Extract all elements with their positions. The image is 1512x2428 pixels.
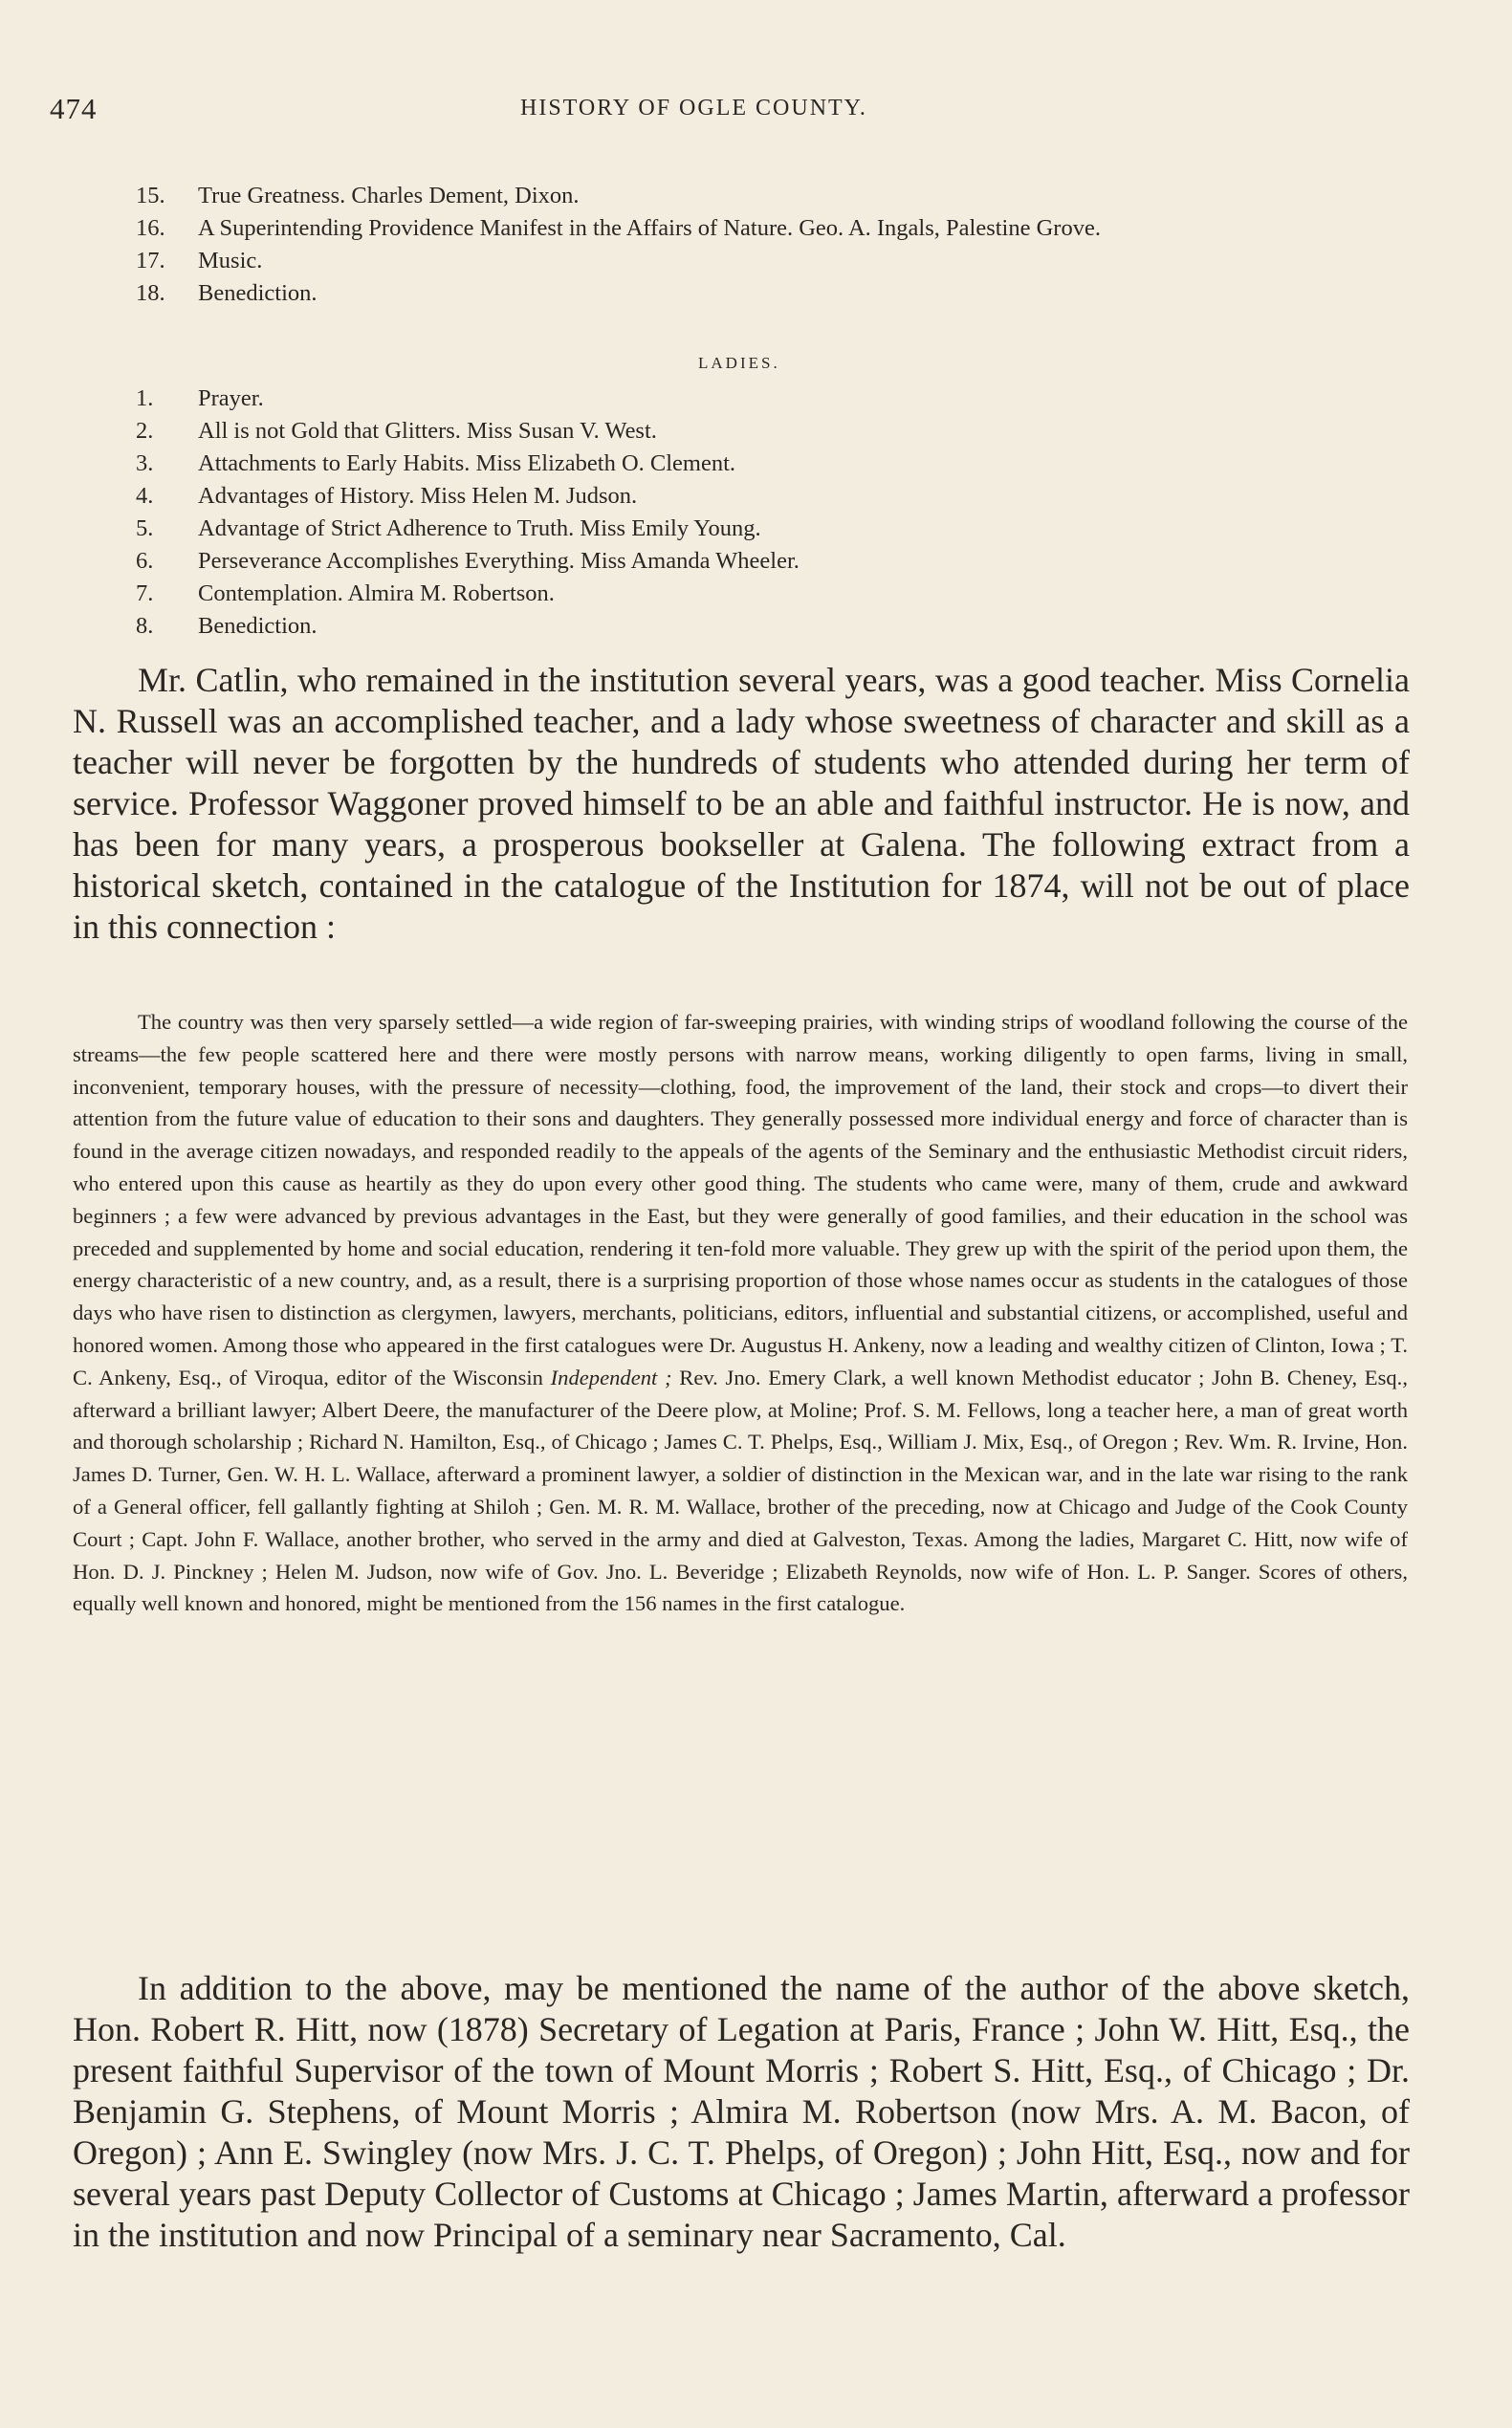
list-item <box>136 415 1456 448</box>
ladies-heading: LADIES. <box>698 354 780 372</box>
item-number: 7. <box>136 580 154 606</box>
item-text: A Superintending Providence Manifest in the Affairs of Nature. Geo. A. Ingals, Palestine Grove. <box>198 215 1101 241</box>
item-number: 6. <box>136 548 154 574</box>
running-title: HISTORY OF OGLE COUNTY. <box>520 96 867 120</box>
item-text: Benediction. <box>198 280 318 306</box>
list-item <box>136 212 1456 245</box>
list-item <box>136 480 1456 513</box>
list-item <box>136 578 1456 610</box>
item-number: 5. <box>136 515 154 541</box>
program-list-gentlemen <box>136 180 1456 310</box>
item-text: True Greatness. Charles Dement, Dixon. <box>198 183 580 208</box>
item-text: Prayer. <box>198 385 264 411</box>
item-number: 2. <box>136 418 154 444</box>
paragraph-catlin: Mr. Catlin, who remained in the institution several years, was a good teacher. Miss Cornelia N. Russell was an accomplished teacher, and a lady whose sweetness of character and skill as a teacher will never be forgotten by the hundreds of students who attended during her term of service. Professor Waggoner proved himself to be an able and faithful instructor. He is now, and has been for many years, a prosperous bookseller at Galena. The following extract from a historical sketch, contained in the catalogue of the Institution for 1874, will not be out of place in this connection : <box>73 661 1410 946</box>
item-number: 15. <box>136 183 165 208</box>
item-text: Benediction. <box>198 613 318 639</box>
historical-extract <box>73 1006 1408 1620</box>
item-number: 1. <box>136 385 154 411</box>
list-item <box>136 180 1456 212</box>
list-item <box>136 383 1456 415</box>
item-number: 8. <box>136 613 154 639</box>
list-item <box>136 245 1456 277</box>
item-text: Advantage of Strict Adherence to Truth. Miss Emily Young. <box>198 515 761 541</box>
item-text: All is not Gold that Glitters. Miss Susan V. West. <box>198 418 657 444</box>
item-number: 3. <box>136 450 154 476</box>
item-text: Advantages of History. Miss Helen M. Judson. <box>198 483 638 509</box>
page-header <box>50 92 1446 126</box>
item-text: Music. <box>198 248 263 273</box>
list-item <box>136 277 1456 310</box>
item-text: Perseverance Accomplishes Everything. Miss Amanda Wheeler. <box>198 548 800 574</box>
list-item <box>136 448 1456 480</box>
page-number: 474 <box>50 92 98 125</box>
item-text: Attachments to Early Habits. Miss Elizabeth O. Clement. <box>198 450 736 476</box>
extract-text: The country was then very sparsely settled—a wide region of far-sweeping prairies, with winding strips of woodland following the course of the streams—the few people scattered here and there were mostly persons with narrow means, working diligently to open farms, living in small, inconvenient, temporary houses, with the pressure of necessity—clothing, food, the improvement of the land, their stock and crops—to divert their attention from the future value of education to their sons and daughters. They generally possessed more individual energy and force of character than is found in the average citizen nowadays, and responded readily to the appeals of the agents of the Seminary and the enthusiastic Methodist circuit riders, who entered upon this cause as heartily as they do upon every other good thing. The students who came were, many of them, crude and awkward beginners ; a few were advanced by previous advantages in the East, but they were generally of good families, and their education in the school was preceded and supplemented by home and social education, rendering it ten-fold more valuable. They grew up with the spirit of the period upon them, the energy characteristic of a new country, and, as a result, there is a surprising proportion of those whose names occur as students in the catalogues of those days who have risen to distinction as clergymen, lawyers, merchants, politicians, editors, influential and substantial citizens, or accomplished, useful and honored women. Among those who appeared in the first catalogues were Dr. Augustus H. Ankeny, now a leading and wealthy citizen of Clinton, Iowa ; T. C. Ankeny, Esq., of Viroqua, editor of the Wisconsin <box>73 1010 1408 1389</box>
list-item <box>136 610 1456 643</box>
item-number: 4. <box>136 483 154 509</box>
item-text: Contemplation. Almira M. Robertson. <box>198 580 555 606</box>
paragraph-additional-names: In addition to the above, may be mentioned the name of the author of the above sketch, Hon. Robert R. Hitt, now (1878) Secretary of Legation at Paris, France ; John W. Hitt, Esq., the present faithful Supervisor of the town of Mount Morris ; Robert S. Hitt, Esq., of Chicago ; Dr. Benjamin G. Stephens, of Mount Morris ; Almira M. Robertson (now Mrs. A. M. Bacon, of Oregon) ; Ann E. Swingley (now Mrs. J. C. T. Phelps, of Oregon) ; John Hitt, Esq., now and for several years past Deputy Collector of Customs at Chicago ; James Martin, afterward a professor in the institution and now Principal of a seminary near Sacramento, Cal. <box>73 1969 1410 2254</box>
item-number: 18. <box>136 280 165 306</box>
program-list-ladies <box>136 383 1456 643</box>
list-item <box>136 545 1456 578</box>
extract-text: Rev. Jno. Emery Clark, a well known Methodist educator ; John B. Cheney, Esq., afterward a brilliant lawyer; Albert Deere, the manufacturer of the Deere plow, at Moline; Prof. S. M. Fellows, long a teacher here, a man of great worth and thorough scholarship ; Richard N. Hamilton, Esq., of Chicago ; James C. T. Phelps, Esq., William J. Mix, Esq., of Oregon ; Rev. Wm. R. Irvine, Hon. James D. Turner, Gen. W. H. L. Wallace, afterward a prominent lawyer, a soldier of distinction in the Mexican war, and in the late war rising to the rank of a General officer, fell gallantly fighting at Shiloh ; Gen. M. R. M. Wallace, brother of the preceding, now at Chicago and Judge of the Cook County Court ; Capt. John F. Wallace, another brother, who served in the army and died at Galveston, Texas. Among the ladies, Margaret C. Hitt, now wife of Hon. D. J. Pinckney ; Helen M. Judson, now wife of Gov. Jno. L. Beveridge ; Elizabeth Reynolds, now wife of Hon. L. P. Sanger. Scores of others, equally well known and honored, might be mentioned from the 156 names in the first catalogue. <box>73 1365 1408 1616</box>
item-number: 16. <box>136 215 165 241</box>
extract-italic-title: Independent ; <box>550 1365 672 1389</box>
list-item <box>136 513 1456 545</box>
item-number: 17. <box>136 248 165 273</box>
